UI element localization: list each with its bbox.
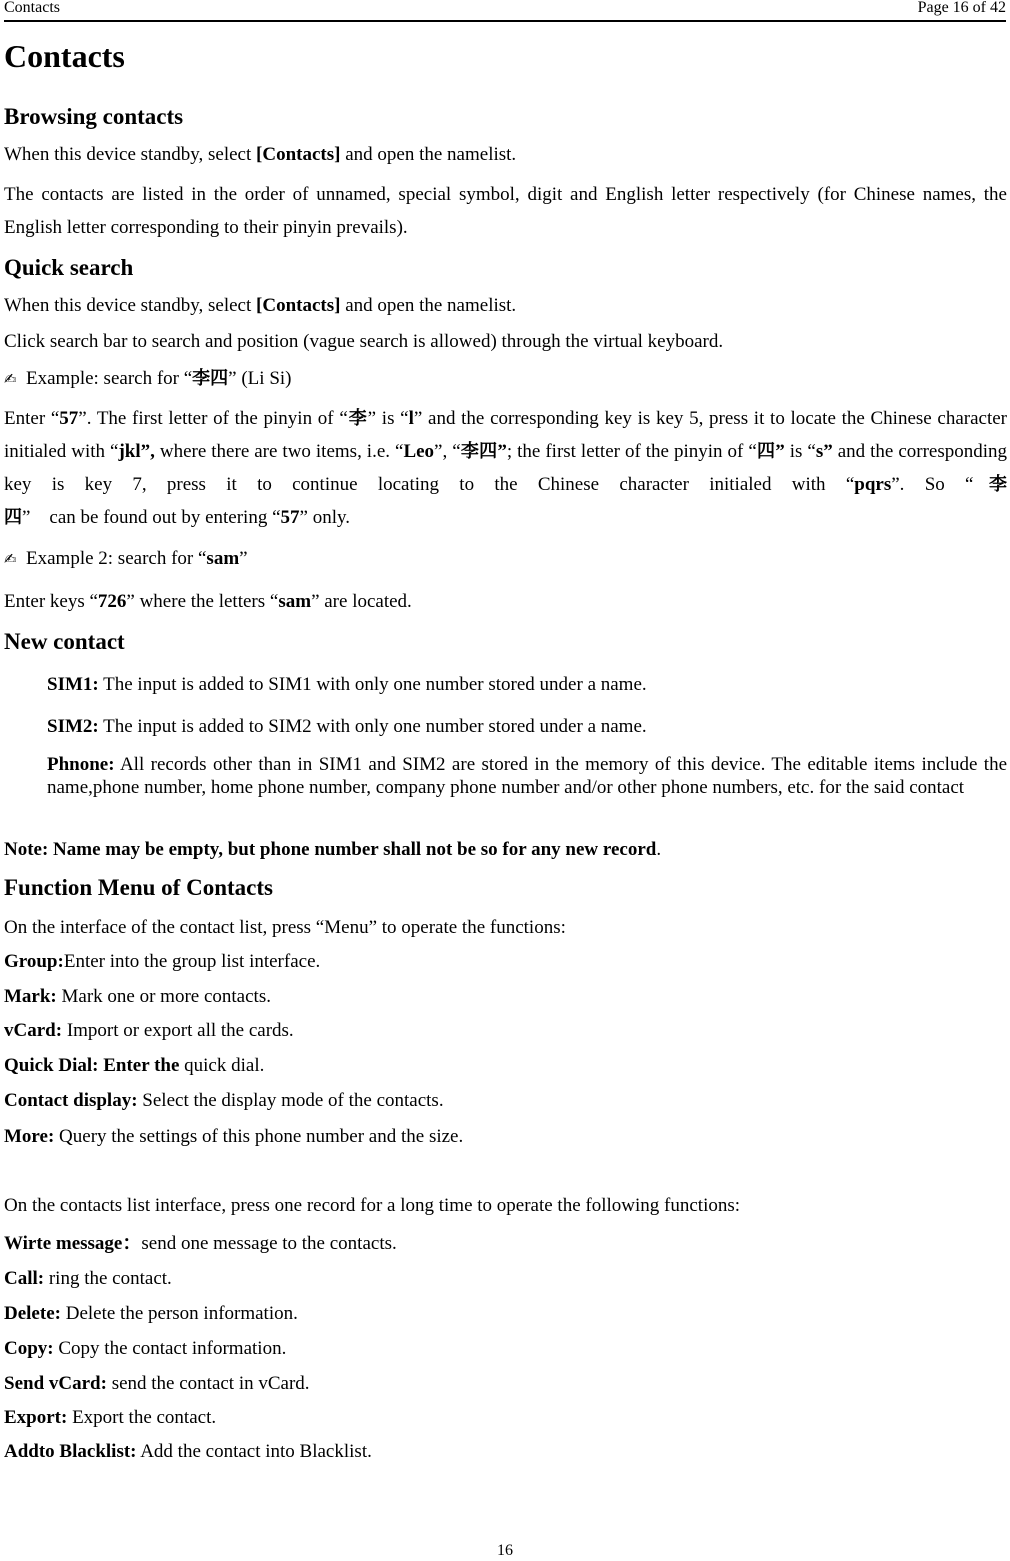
contacts-menu-ref: [Contacts] xyxy=(256,295,341,316)
text: ” are located. xyxy=(311,591,412,612)
bold-text: 57 xyxy=(59,408,79,429)
bold-text: s” xyxy=(815,441,833,462)
item-label: Call: xyxy=(4,1268,45,1289)
item-label: Contact display: xyxy=(4,1090,138,1111)
long-press-item-delete xyxy=(4,1303,298,1325)
bold-text: 726 xyxy=(97,591,127,612)
menu-item-mark xyxy=(4,986,271,1008)
bold-text: ” xyxy=(497,441,507,462)
text: ”. So “ xyxy=(891,474,974,495)
cjk-text: 四 xyxy=(756,441,776,462)
long-press-intro: On the contacts list interface, press one record for a long time to operate the following functions: xyxy=(4,1195,741,1216)
example-2-keys-line xyxy=(4,591,412,613)
text: and open the namelist. xyxy=(340,295,517,316)
heading-quick-search: Quick search xyxy=(4,255,134,280)
item-text: ring the contact. xyxy=(44,1268,172,1289)
text: ; the first letter of the pinyin of “ xyxy=(506,441,757,462)
phone-memory-paragraph xyxy=(47,753,1007,799)
item-text: Import or export all the cards. xyxy=(62,1020,294,1041)
sim1-label: SIM1: xyxy=(47,674,99,695)
header-page-label: Page 16 of 42 xyxy=(917,0,1006,16)
item-label: Export: xyxy=(4,1407,68,1428)
example-1-explanation xyxy=(4,402,1007,534)
bold-text: jkl”, xyxy=(118,441,155,462)
text: . xyxy=(656,839,662,860)
text: ” only. xyxy=(299,507,351,528)
page-number: 16 xyxy=(497,1542,513,1559)
text: ” xyxy=(239,548,248,569)
text: is “ xyxy=(784,441,816,462)
cjk-name: 李四 xyxy=(192,368,229,389)
quick-search-line-1 xyxy=(4,295,516,317)
phone-label: Phnone: xyxy=(47,754,115,775)
browsing-line-1 xyxy=(4,144,516,166)
item-text: Select the display mode of the contacts. xyxy=(137,1090,444,1111)
item-label: Addto Blacklist: xyxy=(4,1441,137,1462)
note-text: Note: Name may be empty, but phone number shall not be so for any new record xyxy=(4,839,657,860)
bold-text: sam xyxy=(278,591,312,612)
text: When this device standby, select xyxy=(4,144,257,165)
cjk-text: 李四 xyxy=(4,474,1008,528)
text: Example 2: search for “ xyxy=(26,548,207,569)
item-text: Copy the contact information. xyxy=(53,1338,287,1359)
text: The input is added to SIM1 with only one number stored under a name. xyxy=(98,674,647,695)
text: When this device standby, select xyxy=(4,295,257,316)
menu-item-contact-display xyxy=(4,1090,444,1112)
text: Enter “ xyxy=(4,408,60,429)
example-1-line xyxy=(4,368,292,390)
cjk-text: 李四 xyxy=(460,441,498,462)
text: ” where the letters “ xyxy=(126,591,279,612)
item-text: Delete the person information. xyxy=(60,1303,298,1324)
page-title: Contacts xyxy=(4,38,125,74)
item-text: Add the contact into Blacklist. xyxy=(136,1441,372,1462)
note-line xyxy=(4,839,661,861)
item-text: Enter into the group list interface. xyxy=(63,951,321,972)
text: Enter keys “ xyxy=(4,591,98,612)
long-press-item-copy xyxy=(4,1338,286,1360)
page-header xyxy=(4,0,1006,22)
bold-text: sam xyxy=(206,548,240,569)
item-label: Quick Dial: Enter the xyxy=(4,1055,180,1076)
item-text: Query the settings of this phone number and the size. xyxy=(54,1126,464,1147)
text: and the corresponding key is key 7, press it to continue locating to the Chinese character initialed with “ xyxy=(4,441,1008,495)
text: ” and the corresponding key is key 5, press it to locate the Chinese character initialed with “ xyxy=(4,408,1008,462)
text: and open the namelist. xyxy=(340,144,517,165)
long-press-item-blacklist xyxy=(4,1441,372,1463)
bold-text: Leo xyxy=(403,441,435,462)
heading-function-menu: Function Menu of Contacts xyxy=(4,875,273,900)
item-text: send the contact in vCard. xyxy=(106,1373,310,1394)
writing-hand-icon: ✍ xyxy=(4,370,17,388)
text: ”. The first letter of the pinyin of “ xyxy=(78,408,348,429)
bold-text: 57 xyxy=(280,507,300,528)
contacts-menu-ref: [Contacts] xyxy=(256,144,341,165)
heading-browsing-contacts: Browsing contacts xyxy=(4,104,184,129)
text: ” can be found out by entering “ xyxy=(22,507,281,528)
sim2-label: SIM2: xyxy=(47,716,99,737)
bold-text: l xyxy=(408,408,414,429)
browsing-order-paragraph: The contacts are listed in the order of unnamed, special symbol, digit and English letter respectively (for Chinese names, the English letter corresponding to their pinyin prevails). xyxy=(4,184,1007,238)
long-press-item-write-message xyxy=(4,1233,397,1255)
item-text: quick dial. xyxy=(179,1055,265,1076)
quick-search-line-2: Click search bar to search and position (vague search is allowed) through the virtual keyboard. xyxy=(4,331,724,352)
item-label: Mark: xyxy=(4,986,57,1007)
text: where there are two items, i.e. “ xyxy=(154,441,404,462)
item-text: Mark one or more contacts. xyxy=(56,986,271,1007)
writing-hand-icon: ✍ xyxy=(4,550,17,568)
sim1-line xyxy=(47,674,647,696)
menu-item-quick-dial xyxy=(4,1055,264,1077)
text: All records other than in SIM1 and SIM2 are stored in the memory of this device. The editable items include the name,phone number, home phone number, company phone number and/or other phone numbers, etc. for the said contact xyxy=(47,754,1007,798)
bold-text: pqrs xyxy=(854,474,892,495)
function-menu-intro: On the interface of the contact list, press “Menu” to operate the functions: xyxy=(4,917,566,938)
cjk-text: 李 xyxy=(347,408,368,429)
long-press-item-export xyxy=(4,1407,216,1429)
text: Example: search for “ xyxy=(26,368,193,389)
text: ”, “ xyxy=(434,441,461,462)
sim2-line xyxy=(47,716,647,738)
long-press-item-call xyxy=(4,1268,172,1290)
long-press-item-send-vcard xyxy=(4,1373,310,1395)
text: ” (Li Si) xyxy=(228,368,292,389)
item-label: vCard: xyxy=(4,1020,63,1041)
item-label: Group: xyxy=(4,951,64,972)
example-2-line xyxy=(4,548,248,570)
text: The input is added to SIM2 with only one number stored under a name. xyxy=(98,716,647,737)
item-label: Delete: xyxy=(4,1303,61,1324)
menu-item-vcard xyxy=(4,1020,294,1042)
item-label: More: xyxy=(4,1126,55,1147)
item-text: send one message to the contacts. xyxy=(141,1233,397,1254)
text: ” is “ xyxy=(367,408,409,429)
menu-item-more xyxy=(4,1126,463,1148)
item-label: Copy: xyxy=(4,1338,54,1359)
item-label: Send vCard: xyxy=(4,1373,107,1394)
item-label: Wirte message： xyxy=(4,1233,142,1254)
menu-item-group xyxy=(4,951,320,973)
header-section-title: Contacts xyxy=(4,0,60,16)
bold-text: ” xyxy=(775,441,785,462)
item-text: Export the contact. xyxy=(67,1407,217,1428)
heading-new-contact: New contact xyxy=(4,629,125,654)
